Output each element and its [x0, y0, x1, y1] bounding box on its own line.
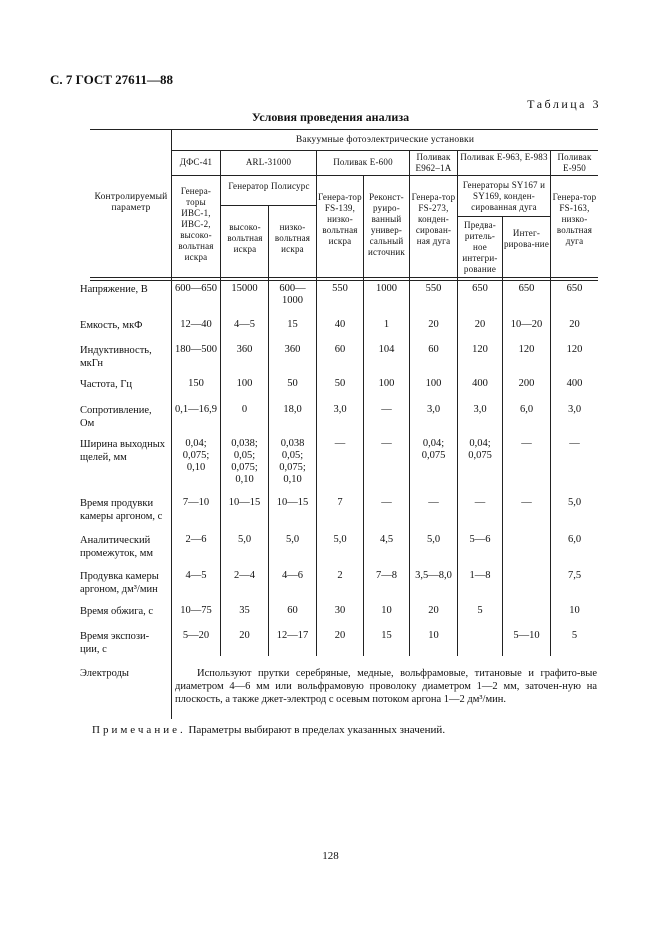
table-cell: 10: [428, 630, 439, 641]
table-cell: 6,0: [567, 534, 582, 545]
table-cell: 180—500: [175, 344, 217, 355]
table-cell: 60: [428, 344, 439, 355]
table-cell: 10—15: [228, 497, 261, 508]
table-cell: 4—5: [185, 570, 207, 581]
table-cell: 6,0: [519, 404, 534, 415]
table-cell: —: [381, 438, 392, 449]
table-cell: —: [521, 497, 532, 508]
instrument-polivak-e950: Поливак Е-950: [557, 152, 592, 173]
table-cell: 5—20: [182, 630, 210, 641]
page-number: 128: [322, 850, 339, 862]
table-cell: 0: [241, 404, 248, 415]
table-cell: 5,0: [333, 534, 347, 545]
table-cell: 400: [566, 378, 583, 389]
table-cell: 5,0: [567, 497, 582, 508]
table-cell: 3,0: [333, 404, 347, 415]
table-cell: —: [569, 438, 580, 449]
table-cell: —: [381, 404, 392, 415]
table-cell: 2—6: [185, 534, 207, 545]
page-header: С. 7 ГОСТ 27611—88: [50, 72, 173, 87]
table-cell: 12—17: [276, 630, 309, 641]
table-cell: 100: [378, 378, 395, 389]
instrument-polivak-e600: Поливак Е-600: [333, 157, 393, 167]
table-cell: 5: [571, 630, 578, 641]
table-cell: 2—4: [234, 570, 255, 581]
generator-sy167: Генераторы SY167 и SY169, конден-сированная дуга: [462, 180, 546, 212]
table-cell: 360: [236, 344, 253, 355]
table-cell: 3,0: [567, 404, 582, 415]
table-cell: 600—650: [175, 283, 217, 294]
table-cell: 650: [472, 283, 488, 294]
table-cell: 20: [474, 319, 486, 330]
note-label: Примечание.: [92, 724, 186, 736]
generator-fs139: Генера-тор FS-139, низко-вольтная искра: [318, 192, 362, 246]
table-cell: —: [521, 438, 532, 449]
electrodes-label: Электроды: [80, 668, 129, 679]
generator-dfs: Генера-торы ИВС-1, ИВС-2, высоко-вольтная искра: [178, 186, 214, 262]
table-cell: 400: [472, 378, 488, 389]
table-cell: 60: [334, 344, 346, 355]
table-cell: 10: [569, 605, 580, 616]
table-cell: 50: [287, 378, 298, 389]
table-cell: 5: [477, 605, 483, 616]
table-cell: 10—20: [510, 319, 543, 330]
row-label: Частота, Гц: [80, 379, 133, 390]
table-cell: 1: [383, 319, 390, 330]
generator-reconstructed: Реконст-руиро-ванный универ-сальный источник: [367, 192, 406, 257]
table-cell: 600— 1000: [279, 283, 306, 306]
table-cell: 5—6: [469, 534, 491, 545]
table-cell: 5,0: [285, 534, 300, 545]
table-cell: 3,0: [426, 404, 441, 415]
table-cell: 100: [425, 378, 442, 389]
generator-fs273: Генера-тор FS-273, конден-сирован-ная дуга: [411, 192, 456, 246]
table-cell: 10: [381, 605, 392, 616]
table-cell: 200: [518, 378, 535, 389]
row-label: Время продувки камеры аргоном, с: [80, 498, 163, 522]
note: [92, 724, 445, 736]
table-cell: 18,0: [283, 404, 302, 415]
table-cell: 20: [569, 319, 580, 330]
table-cell: 60: [287, 605, 298, 616]
table-cell: 550: [332, 283, 348, 294]
table-cell: 7—8: [376, 570, 397, 581]
table-cell: 10—75: [180, 605, 212, 616]
group-header: Вакуумные фотоэлектрические установки: [295, 135, 475, 145]
row-label: Индуктивность, мкГн: [80, 345, 152, 369]
table-cell: 40: [334, 319, 346, 330]
table-cell: 150: [188, 378, 204, 389]
table-cell: 0,04; 0,075; 0,10: [182, 438, 210, 473]
row-label: Время экспози- ции, с: [80, 631, 150, 655]
instrument-polivak-e963: Поливак Е-963, Е-983: [460, 152, 548, 162]
row-label: Ширина выходных щелей, мм: [80, 439, 166, 463]
table-cell: —: [334, 438, 346, 449]
table-cell: 50: [334, 378, 346, 389]
table-cell: 650: [566, 283, 583, 294]
table-cell: 4,5: [379, 534, 394, 545]
table-cell: 30: [334, 605, 346, 616]
table-cell: 7—10: [182, 497, 210, 508]
table-cell: 20: [428, 319, 439, 330]
row-label: Время обжига, с: [80, 606, 154, 617]
generator-polisurs: Генератор Полисурс: [228, 181, 310, 191]
table-cell: 4—6: [282, 570, 303, 581]
table-cell: 15: [287, 319, 298, 330]
table-cell: 0,04; 0,075: [421, 438, 446, 461]
row-label: Сопротивление, Ом: [80, 405, 152, 429]
param-header: Контролируемый параметр: [94, 192, 168, 213]
table-cell: 2: [337, 570, 343, 581]
table-cell: 120: [472, 344, 488, 355]
table-cell: —: [381, 497, 392, 508]
table-cell: 100: [236, 378, 253, 389]
row-label: Напряжение, В: [80, 284, 148, 295]
table-cell: 0,1—16,9: [175, 404, 217, 415]
table-cell: 1—8: [469, 570, 491, 581]
table-cell: 10—15: [276, 497, 309, 508]
table-cell: 5,0: [426, 534, 441, 545]
table-cell: 35: [239, 605, 250, 616]
generator-polisurs-high: высоко-вольтная искра: [227, 222, 263, 254]
generator-polisurs-low: низко-вольтная искра: [274, 222, 311, 254]
table-cell: 7,5: [567, 570, 582, 581]
instrument-dfs41: ДФС-41: [179, 157, 213, 167]
table-cell: 5,0: [237, 534, 252, 545]
table-cell: 4—5: [234, 319, 255, 330]
table-cell: 104: [378, 344, 395, 355]
table-cell: 550: [425, 283, 442, 294]
table-cell: 20: [239, 630, 250, 641]
table-cell: 0,038; 0,05; 0,075; 0,10: [231, 438, 258, 485]
table-cell: 5—10: [513, 630, 540, 641]
table-cell: 360: [284, 344, 301, 355]
row-label: Продувка камеры аргоном, дм³/мин: [80, 571, 159, 595]
table-cell: —: [428, 497, 439, 508]
table-cell: 120: [566, 344, 583, 355]
instrument-arl31000: ARL-31000: [245, 157, 292, 167]
table-cell: 7: [337, 497, 343, 508]
table-title: Условия проведения анализа: [251, 110, 410, 124]
row-label: Аналитический промежуток, мм: [80, 535, 154, 559]
table-cell: 3,5—8,0: [415, 570, 452, 581]
generator-fs163: Генера-тор FS-163, низко-вольтная дуга: [552, 192, 597, 246]
electrodes-text: Используют прутки серебряные, медные, вольфрамовые, титановые и графито-вые диаметром 4—6 мм или вольфрамовую проволоку диаметром 1—2 мм, заточен-ную на плоскость, а также джет-электрод с осевым потоком аргона 1—2 дм³/мин.: [175, 668, 597, 705]
generator-sy-integration: Интег-рирова-ние: [503, 228, 550, 249]
instrument-polivak-e962: Поливак Е962–1А: [415, 152, 452, 173]
table-cell: 12—40: [180, 319, 212, 330]
note-text: Параметры выбирают в пределах указанных значений.: [188, 724, 446, 736]
table-cell: 20: [428, 605, 439, 616]
table-cell: 1000: [376, 283, 397, 294]
table-cell: 15: [381, 630, 392, 641]
table-cell: —: [474, 497, 486, 508]
table-cell: 15000: [231, 283, 258, 294]
table-cell: 0,04; 0,075: [468, 438, 492, 461]
table-label: Таблица 3: [527, 97, 601, 111]
row-label: Емкость, мкФ: [80, 320, 143, 331]
table-cell: 650: [518, 283, 535, 294]
table-cell: 3,0: [473, 404, 487, 415]
table-cell: 20: [334, 630, 346, 641]
table-cell: 120: [518, 344, 535, 355]
table-cell: 0,038 0,05; 0,075; 0,10: [279, 438, 306, 485]
generator-sy-preintegration: Предва-ритель-ное интегри-рование: [462, 220, 498, 274]
